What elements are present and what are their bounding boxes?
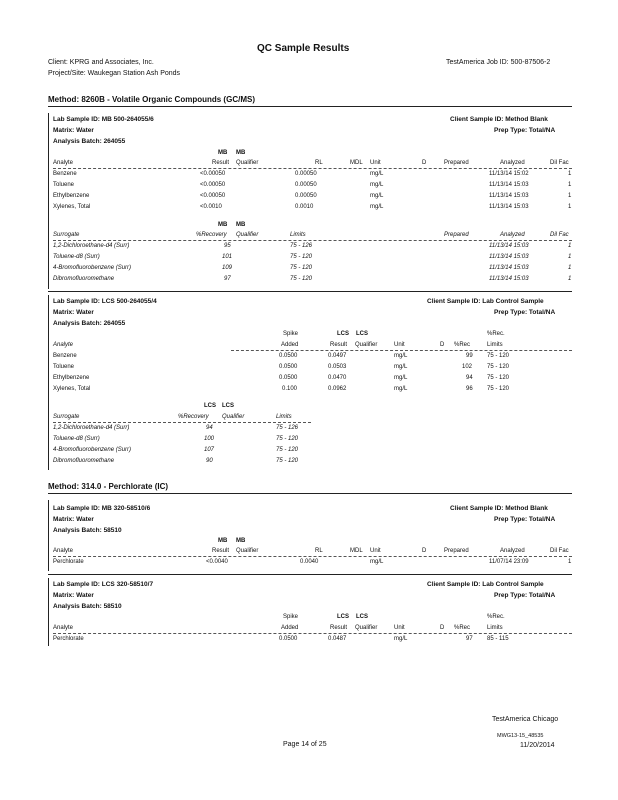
col-d: D [422,548,427,554]
matrix: Matrix: Water [53,516,94,523]
table-cell: 75 - 120 [487,386,510,392]
col-group-lcs: LCS [356,331,368,337]
col-added: Added [281,342,299,348]
table-cell: 1,2-Dichloroethane-d4 (Surr) [53,243,130,249]
table-cell: Toluene-d8 (Surr) [53,254,100,260]
col-surrogate: Surrogate [53,414,80,420]
table-cell: 1 [568,243,572,249]
table-cell: Ethylbenzene [53,193,90,199]
col-group-rec: %Rec. [487,331,505,337]
table-cell: 0.00050 [295,182,317,188]
table-cell: 75 - 126 [276,425,299,431]
footer-lab: TestAmerica Chicago [492,716,559,723]
block-border [48,500,49,571]
col-group-mb: MB [218,538,228,544]
table-cell: 11/13/14 15:03 [489,182,529,188]
table-cell: 1 [568,559,572,565]
prep-type: Prep Type: Total/NA [494,127,556,134]
col-limits: Limits [487,625,503,631]
col-unit: Unit [394,342,405,348]
table-cell: 1 [568,193,572,199]
col-qualifier: Qualifier [222,414,245,420]
col-prepared: Prepared [444,232,469,238]
col-group-lcs: LCS [337,614,349,620]
col-qualifier: Qualifier [355,342,378,348]
page-title: QC Sample Results [257,43,350,54]
table-cell: 1 [568,204,572,210]
client-sample-id: Client Sample ID: Lab Control Sample [427,581,544,588]
table-cell: 109 [222,265,233,271]
table-cell: 0.0500 [279,375,298,381]
table-cell: 1 [568,265,572,271]
col-analyte: Analyte [53,160,74,166]
table-cell: mg/L [394,386,408,392]
col-rl: RL [315,160,323,166]
table-cell: 95 [224,243,231,249]
table-cell: 1 [568,182,572,188]
table-cell: 0.0500 [279,636,298,642]
matrix: Matrix: Water [53,127,94,134]
table-cell: 99 [466,353,473,359]
table-cell: 11/13/14 15:02 [489,171,529,177]
col-analyte: Analyte [53,342,74,348]
section-divider [48,574,572,575]
col-prepared: Prepared [444,548,469,554]
lab-sample-id: Lab Sample ID: MB 500-264055/6 [53,116,154,123]
table-cell: 11/13/14 15:03 [489,243,529,249]
col-group-mb: MB [236,222,246,228]
job-id: TestAmerica Job ID: 500-87506-2 [446,59,551,66]
col-qualifier: Qualifier [355,625,378,631]
table-cell: 75 - 120 [290,265,313,271]
col-group-lcs: LCS [356,614,368,620]
block-border [48,578,49,646]
method-divider [48,106,572,107]
col-qualifier: Qualifier [236,160,259,166]
block-border [48,295,49,470]
table-cell: Perchlorate [53,636,84,642]
col-recovery: %Recovery [178,414,209,420]
table-cell: 0.0503 [328,364,347,370]
table-cell: Dibromofluoromethane [53,458,115,464]
table-cell: Ethylbenzene [53,375,90,381]
table-cell: 4-Bromofluorobenzene (Surr) [53,447,132,453]
table-cell: 75 - 120 [487,375,510,381]
col-d: D [422,160,427,166]
col-d: D [440,342,445,348]
analysis-batch: Analysis Batch: 58510 [53,603,122,610]
table-cell: 0.0487 [328,636,347,642]
col-rl: RL [315,548,323,554]
col-analyte: Analyte [53,548,74,554]
col-recovery: %Recovery [196,232,227,238]
table-cell: <0.00050 [200,193,226,199]
table-cell: mg/L [370,182,384,188]
col-added: Added [281,625,299,631]
table-cell: 97 [224,276,231,282]
table-cell: 11/13/14 15:03 [489,193,529,199]
table-cell: 75 - 120 [276,458,299,464]
table-cell: 11/13/14 15:03 [489,204,529,210]
col-unit: Unit [370,160,381,166]
col-analyte: Analyte [53,625,74,631]
lab-sample-id: Lab Sample ID: LCS 500-264055/4 [53,298,157,305]
table-cell: mg/L [370,559,384,565]
col-analyzed: Analyzed [500,160,525,166]
table-cell: 0.0500 [279,364,298,370]
col-limits: Limits [290,232,306,238]
col-group-lcs: LCS [204,403,216,409]
analysis-batch: Analysis Batch: 264055 [53,138,126,145]
table-cell: 11/07/14 23:09 [489,559,529,565]
table-cell: 102 [462,364,473,370]
table-cell: 1 [568,276,572,282]
col-group-mb: MB [236,150,246,156]
table-cell: 1 [568,254,572,260]
prep-type: Prep Type: Total/NA [494,592,556,599]
table-cell: mg/L [370,193,384,199]
col-unit: Unit [370,548,381,554]
table-cell: Benzene [53,353,77,359]
col-d: D [440,625,445,631]
table-cell: Xylenes, Total [53,386,91,392]
col-rec: %Rec [454,342,471,348]
client-sample-id: Client Sample ID: Method Blank [450,116,548,123]
table-cell: 0.0040 [300,559,319,565]
col-unit: Unit [394,625,405,631]
col-result: Result [212,548,230,554]
col-mdl: MDL [350,548,363,554]
table-cell: 107 [204,447,215,453]
table-cell: 85 - 115 [487,636,509,642]
col-group-lcs: LCS [222,403,234,409]
table-cell: Dibromofluoromethane [53,276,115,282]
col-group-mb: MB [218,150,228,156]
table-cell: 4-Bromofluorobenzene (Surr) [53,265,132,271]
col-dilfac: Dil Fac [550,160,569,166]
table-cell: 11/13/14 15:03 [489,276,529,282]
col-qualifier: Qualifier [236,232,259,238]
col-result: Result [212,160,230,166]
col-mdl: MDL [350,160,363,166]
table-cell: <0.0010 [200,204,222,210]
table-cell: 11/13/14 15:03 [489,265,529,271]
page-number: Page 14 of 25 [283,741,327,748]
col-group-mb: MB [218,222,228,228]
table-cell: mg/L [394,353,408,359]
table-cell: 97 [466,636,473,642]
table-cell: 75 - 120 [290,254,313,260]
table-cell: 0.0010 [295,204,314,210]
section-divider [48,291,572,292]
footer-ref: MWG13-15_48535 [497,733,544,739]
table-cell: Perchlorate [53,559,84,565]
col-result: Result [330,625,348,631]
table-cell: 101 [222,254,233,260]
prep-type: Prep Type: Total/NA [494,516,556,523]
table-cell: Toluene-d8 (Surr) [53,436,100,442]
col-dilfac: Dil Fac [550,548,569,554]
col-surrogate: Surrogate [53,232,80,238]
table-cell: Toluene [53,182,75,188]
lab-sample-id: Lab Sample ID: LCS 320-58510/7 [53,581,154,588]
table-cell: 75 - 126 [290,243,313,249]
footer-date: 11/20/2014 [520,742,555,749]
col-analyzed: Analyzed [500,548,525,554]
table-cell: 75 - 120 [487,364,510,370]
col-group-spike: Spike [283,331,299,337]
col-group-rec: %Rec. [487,614,505,620]
block-border [48,113,49,289]
analysis-batch: Analysis Batch: 58510 [53,527,122,534]
table-cell: 96 [466,386,473,392]
table-cell: 75 - 120 [487,353,510,359]
table-cell: Xylenes, Total [53,204,91,210]
table-cell: mg/L [394,364,408,370]
method-divider [48,493,572,494]
table-cell: mg/L [370,171,384,177]
table-cell: mg/L [370,204,384,210]
table-cell: 75 - 120 [276,436,299,442]
method-314-title: Method: 314.0 - Perchlorate (IC) [48,482,169,491]
col-result: Result [330,342,348,348]
table-cell: 1,2-Dichloroethane-d4 (Surr) [53,425,130,431]
project-site: Project/Site: Waukegan Station Ash Ponds [48,70,181,77]
table-cell: 90 [206,458,213,464]
col-analyzed: Analyzed [500,232,525,238]
col-rec: %Rec [454,625,471,631]
method-8260-title: Method: 8260B - Volatile Organic Compounds (GC/MS) [48,95,255,104]
table-cell: 0.0497 [328,353,347,359]
table-cell: 11/13/14 15:03 [489,254,529,260]
client-sample-id: Client Sample ID: Lab Control Sample [427,298,544,305]
table-cell: Benzene [53,171,77,177]
table-cell: Toluene [53,364,75,370]
col-group-lcs: LCS [337,331,349,337]
col-group-spike: Spike [283,614,299,620]
table-cell: 0.00050 [295,171,317,177]
table-cell: 0.0500 [279,353,298,359]
matrix: Matrix: Water [53,592,94,599]
table-cell: 94 [206,425,213,431]
table-cell: 94 [466,375,473,381]
table-cell: <0.00050 [200,182,226,188]
lab-sample-id: Lab Sample ID: MB 320-58510/6 [53,505,151,512]
table-cell: <0.0040 [206,559,228,565]
table-cell: 0.100 [282,386,298,392]
table-cell: 0.00050 [295,193,317,199]
analysis-batch: Analysis Batch: 264055 [53,320,126,327]
col-dilfac: Dil Fac [550,232,569,238]
prep-type: Prep Type: Total/NA [494,309,556,316]
client-sample-id: Client Sample ID: Method Blank [450,505,548,512]
col-limits: Limits [276,414,292,420]
table-cell: 0.0962 [328,386,347,392]
table-cell: 75 - 120 [276,447,299,453]
table-cell: mg/L [394,636,408,642]
table-cell: 100 [204,436,215,442]
table-cell: 75 - 120 [290,276,313,282]
col-prepared: Prepared [444,160,469,166]
table-cell: 1 [568,171,572,177]
client-name: Client: KPRG and Associates, Inc. [48,59,154,66]
table-cell: 0.0470 [328,375,347,381]
table-cell: mg/L [394,375,408,381]
col-group-mb: MB [236,538,246,544]
table-cell: <0.00050 [200,171,226,177]
col-qualifier: Qualifier [236,548,259,554]
matrix: Matrix: Water [53,309,94,316]
col-limits: Limits [487,342,503,348]
